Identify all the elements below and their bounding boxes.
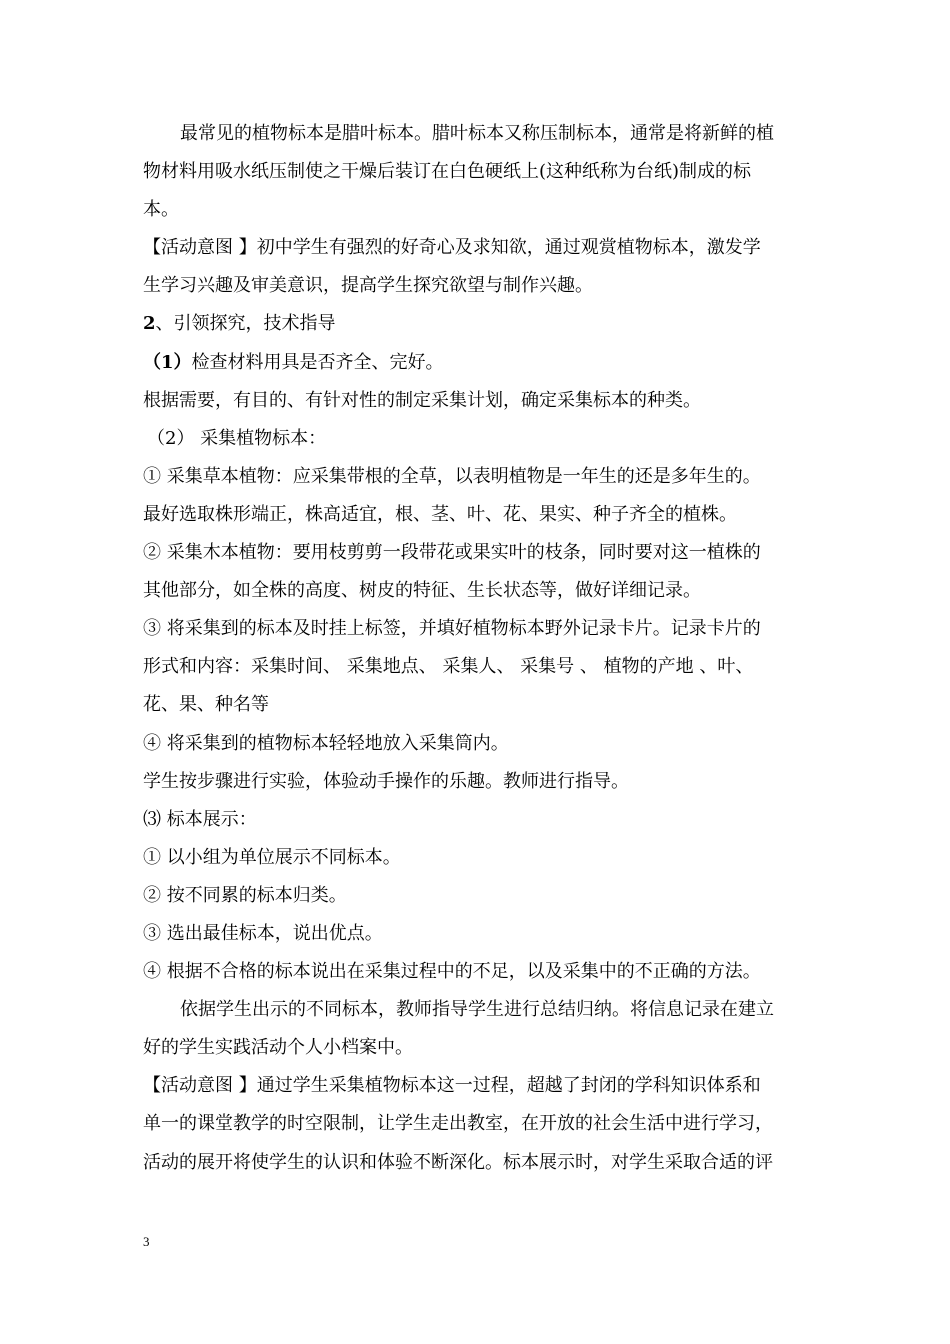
paragraph-line: 生学习兴趣及审美意识，提高学生探究欲望与制作兴趣。 [143, 275, 593, 297]
paragraph-line: 好的学生实践活动个人小档案中。 [143, 1037, 413, 1059]
list-item: ① 以小组为单位展示不同标本。 [143, 846, 401, 868]
step-1 [143, 344, 811, 382]
paragraph-line: 最常见的植物标本是腊叶标本。腊叶标本又称压制标本，通常是将新鲜的植 [180, 123, 774, 144]
step-2-title: （2） 采集植物标本： [147, 427, 327, 449]
paragraph-line: 物材料用吸水纸压制使之干燥后装订在白色硬纸上(这种纸称为台纸)制成的标 [143, 161, 752, 183]
paragraph-line: 单一的课堂教学的时空限制，让学生走出教室，在开放的社会生活中进行学习， [143, 1113, 773, 1135]
list-item: 形式和内容：采集时间、 采集地点、 采集人、 采集号 、 植物的产地 、叶、 [143, 656, 754, 678]
section-title: 、引领探究，技术指导 [155, 313, 336, 335]
intent-text: 初中学生有强烈的好奇心及求知欲，通过观赏植物标本，激发学 [256, 237, 761, 259]
paragraph-line: 根据需要，有目的、有针对性的制定采集计划，确定采集标本的种类。 [143, 389, 701, 411]
paragraph-line: 本。 [143, 199, 179, 221]
list-item: ④ 根据不合格的标本说出在采集过程中的不足，以及采集中的不正确的方法。 [143, 961, 761, 983]
activity-intent-2 [143, 1067, 811, 1105]
page-number: 3 [143, 1234, 150, 1249]
paragraph-line: 学生按步骤进行实验，体验动手操作的乐趣。教师进行指导。 [143, 770, 629, 792]
list-item: ④ 将采集到的植物标本轻轻地放入采集筒内。 [143, 732, 509, 754]
list-item: 花、果、种名等 [143, 694, 269, 716]
list-item: 最好选取株形端正，株高适宜，根、茎、叶、花、果实、种子齐全的植株。 [143, 503, 737, 525]
paragraph-line: 活动的展开将使学生的认识和体验不断深化。标本展示时，对学生采取合适的评 [143, 1151, 773, 1173]
activity-intent-1 [143, 229, 811, 267]
list-item: 其他部分，如全株的高度、树皮的特征、生长状态等，做好详细记录。 [143, 580, 701, 602]
list-item: ② 采集木本植物：要用枝剪剪一段带花或果实叶的枝条，同时要对这一植株的 [143, 542, 761, 564]
step-number: （1） [143, 351, 192, 373]
intent-label: 【活动意图 】 [143, 237, 257, 259]
document-body [143, 115, 811, 1182]
step-text: 检查材料用具是否齐全、完好。 [191, 351, 444, 373]
step-3-title: ⑶ 标本展示： [143, 808, 257, 830]
section-heading [143, 305, 811, 343]
list-item: ③ 选出最佳标本，说出优点。 [143, 922, 383, 944]
section-number: 2 [143, 313, 156, 335]
list-item: ① 采集草本植物：应采集带根的全草，以表明植物是一年生的还是多年生的。 [143, 465, 761, 487]
list-item: ③ 将采集到的标本及时挂上标签，并填好植物标本野外记录卡片。记录卡片的 [143, 618, 761, 640]
intent-label: 【活动意图 】 [143, 1075, 257, 1097]
paragraph-line: 依据学生出示的不同标本，教师指导学生进行总结归纳。将信息记录在建立 [180, 999, 774, 1021]
list-item: ② 按不同累的标本归类。 [143, 884, 347, 906]
intent-text: 通过学生采集植物标本这一过程，超越了封闭的学科知识体系和 [256, 1075, 761, 1097]
